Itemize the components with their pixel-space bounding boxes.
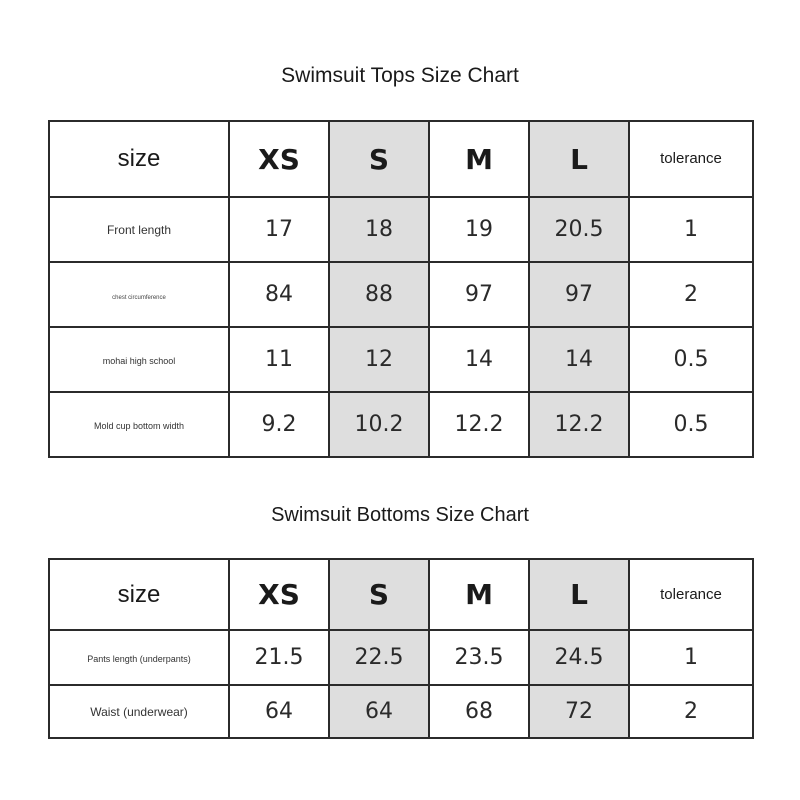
tolerance-header: tolerance bbox=[629, 121, 753, 197]
value-cell: 14 bbox=[529, 327, 629, 392]
tolerance-cell: 0.5 bbox=[629, 392, 753, 457]
row-label: mohai high school bbox=[49, 327, 229, 392]
table-row bbox=[49, 327, 753, 392]
size-m-header: M bbox=[429, 559, 529, 630]
row-label: Waist (underwear) bbox=[49, 685, 229, 738]
row-label: Pants length (underpants) bbox=[49, 630, 229, 685]
value-cell: 11 bbox=[229, 327, 329, 392]
row-label: chest circumference bbox=[49, 262, 229, 327]
value-cell: 18 bbox=[329, 197, 429, 262]
value-cell: 20.5 bbox=[529, 197, 629, 262]
value-cell: 97 bbox=[429, 262, 529, 327]
value-cell: 19 bbox=[429, 197, 529, 262]
tolerance-cell: 1 bbox=[629, 197, 753, 262]
row-label: Mold cup bottom width bbox=[49, 392, 229, 457]
table-row bbox=[49, 630, 753, 685]
table-row bbox=[49, 197, 753, 262]
size-s-header: S bbox=[329, 559, 429, 630]
tops-header-row bbox=[49, 121, 753, 197]
value-cell: 64 bbox=[229, 685, 329, 738]
size-header-label: size bbox=[117, 580, 161, 608]
tolerance-cell: 2 bbox=[629, 262, 753, 327]
tops-size-table bbox=[48, 120, 754, 458]
value-cell: 14 bbox=[429, 327, 529, 392]
value-cell: 72 bbox=[529, 685, 629, 738]
value-cell: 12.2 bbox=[529, 392, 629, 457]
tolerance-header: tolerance bbox=[629, 559, 753, 630]
tolerance-cell: 0.5 bbox=[629, 327, 753, 392]
value-cell: 12 bbox=[329, 327, 429, 392]
value-cell: 64 bbox=[329, 685, 429, 738]
size-m-header: M bbox=[429, 121, 529, 197]
tolerance-cell: 2 bbox=[629, 685, 753, 738]
value-cell: 97 bbox=[529, 262, 629, 327]
size-xs-header: XS bbox=[229, 121, 329, 197]
value-cell: 10.2 bbox=[329, 392, 429, 457]
table-row bbox=[49, 392, 753, 457]
table-row bbox=[49, 685, 753, 738]
value-cell: 23.5 bbox=[429, 630, 529, 685]
value-cell: 17 bbox=[229, 197, 329, 262]
row-label: Front length bbox=[49, 197, 229, 262]
value-cell: 22.5 bbox=[329, 630, 429, 685]
bottoms-size-table bbox=[48, 558, 754, 739]
value-cell: 9.2 bbox=[229, 392, 329, 457]
value-cell: 12.2 bbox=[429, 392, 529, 457]
size-header-cell bbox=[49, 559, 229, 630]
size-s-header: S bbox=[329, 121, 429, 197]
value-cell: 88 bbox=[329, 262, 429, 327]
table-row bbox=[49, 262, 753, 327]
tops-chart-title: Swimsuit Tops Size Chart bbox=[281, 64, 519, 87]
size-l-header: L bbox=[529, 559, 629, 630]
tolerance-cell: 1 bbox=[629, 630, 753, 685]
bottoms-header-row bbox=[49, 559, 753, 630]
size-header-cell bbox=[49, 121, 229, 197]
value-cell: 24.5 bbox=[529, 630, 629, 685]
value-cell: 68 bbox=[429, 685, 529, 738]
value-cell: 84 bbox=[229, 262, 329, 327]
size-header-label: size bbox=[117, 145, 161, 172]
value-cell: 21.5 bbox=[229, 630, 329, 685]
bottoms-chart-title: Swimsuit Bottoms Size Chart bbox=[271, 504, 529, 526]
size-xs-header: XS bbox=[229, 559, 329, 630]
size-l-header: L bbox=[529, 121, 629, 197]
